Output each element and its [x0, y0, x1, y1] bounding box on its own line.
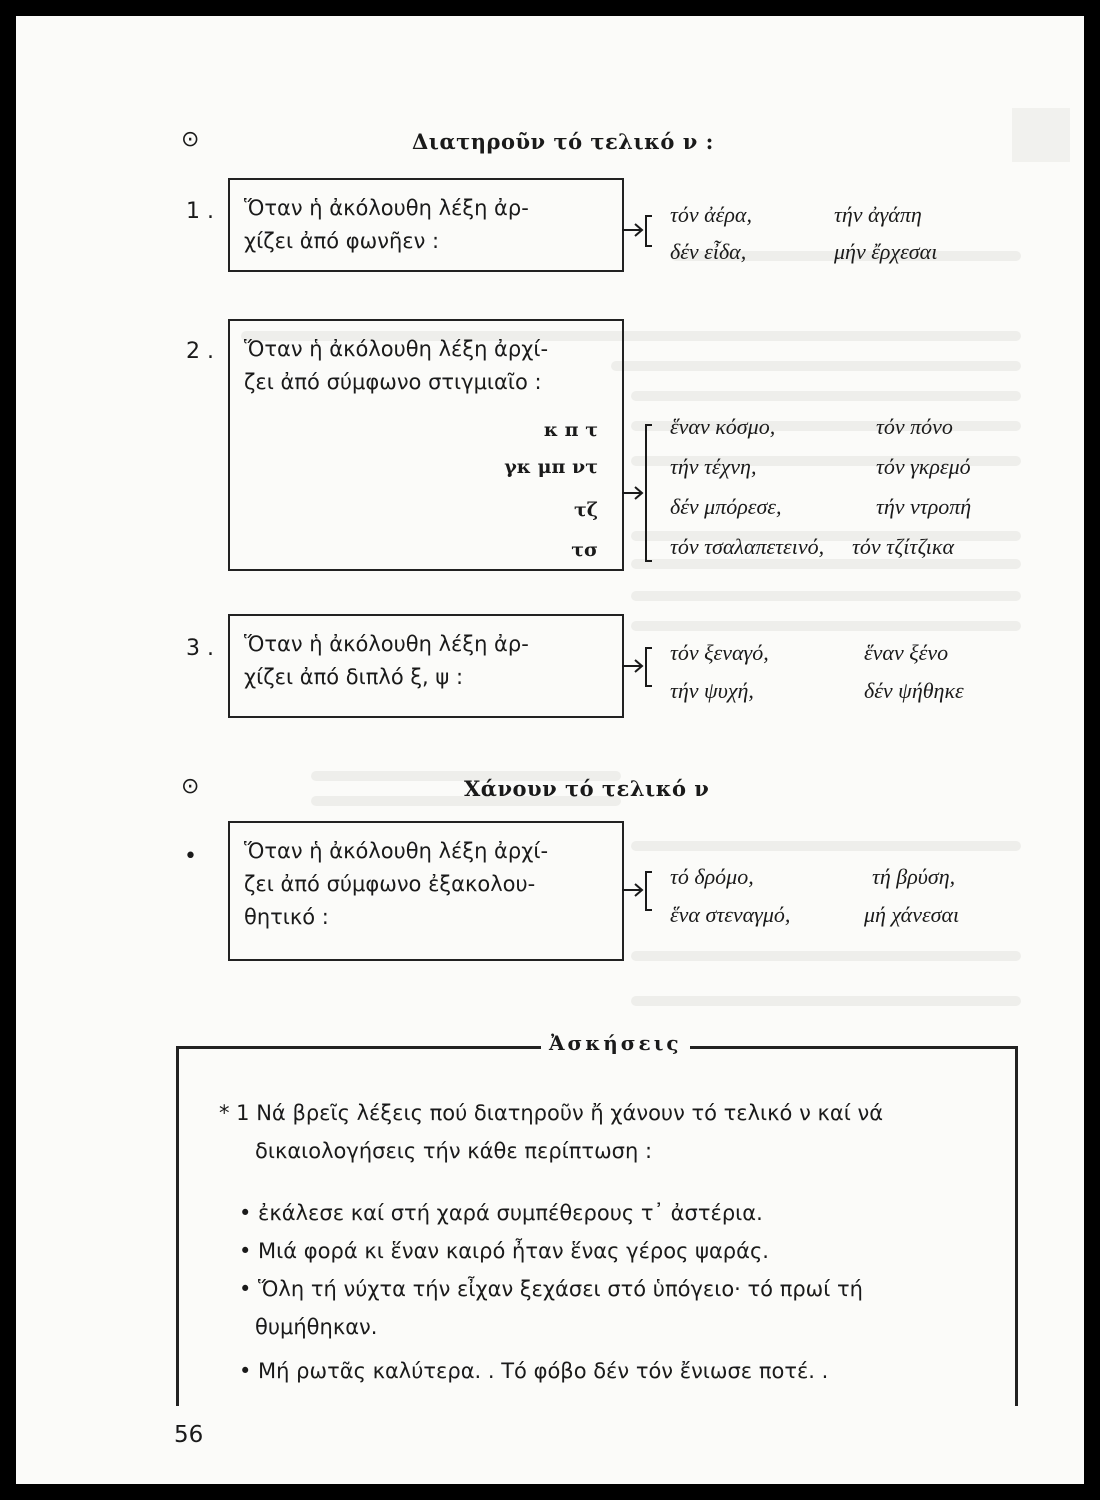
example-word: ἕναν κόσμο, — [670, 414, 776, 439]
rule-text: Ὅταν ἡ ἀκόλουθη λέξη ἀρ- — [244, 196, 529, 220]
section-symbol: ⊙ — [181, 774, 200, 799]
exercise-item: • Μιά φορά κι ἕναν καιρό ἦταν ἕνας γέρος ψαράς. — [239, 1239, 769, 1263]
bracket-arrow-icon — [620, 421, 660, 567]
rule-text: θητικό : — [244, 905, 329, 929]
consonant-group: τζ — [573, 499, 598, 521]
example-word: τόν ἀέρα, — [670, 202, 752, 227]
example-word: μήν ἔρχεσαι — [834, 239, 938, 264]
rule-text: Ὅταν ἡ ἀκόλουθη λέξη ἀρχί- — [244, 337, 549, 361]
rule-number: 3 . — [186, 636, 214, 661]
page-number: 56 — [174, 1422, 204, 1448]
exercise-item: • ἐκάλεσε καί στή χαρά συμπέθερους τ᾿ ἀστέρια. — [239, 1201, 763, 1225]
exercises-box — [176, 1031, 1018, 1406]
example-word: τόν τσαλαπετεινό, — [670, 534, 825, 559]
rule-text: Ὅταν ἡ ἀκόλουθη λέξη ἀρ- — [244, 632, 529, 656]
example-word: ἕναν ξένο — [864, 640, 949, 665]
example-word: τήν τέχνη, — [670, 454, 757, 479]
rule-text: ζει ἀπό σύμφωνο στιγμιαῖο : — [244, 370, 542, 394]
exercise-item: • Μή ρωτᾶς καλύτερα. . Τό φόβο δέν τόν ἔνιωσε ποτέ. . — [239, 1359, 829, 1383]
textbook-page — [16, 16, 1084, 1484]
example-word: τόν τζίτζικα — [852, 534, 955, 559]
example-word: μή χάνεσαι — [864, 902, 960, 927]
section-symbol: ⊙ — [181, 127, 200, 152]
bracket-arrow-icon — [620, 212, 660, 252]
example-word: ἕνα στεναγμό, — [670, 902, 791, 927]
rule-number: 1 . — [186, 199, 214, 224]
rule-box-2 — [228, 319, 624, 571]
exercise-task: * 1 Νά βρεῖς λέξεις πού διατηροῦν ἤ χάνουν τό τελικό ν καί νά — [219, 1101, 884, 1125]
example-word: τήν ἀγάπη — [834, 202, 922, 227]
exercise-item: • Ὅλη τή νύχτα τήν εἶχαν ξεχάσει στό ὑπόγειο· τό πρωί τή — [239, 1277, 863, 1301]
example-word: τό δρόμο, — [670, 864, 754, 889]
example-word: τόν πόνο — [876, 414, 953, 439]
example-word: δέν ψήθηκε — [864, 678, 964, 703]
section-title-drop-n: Χάνουν τό τελικό ν — [464, 776, 710, 801]
consonant-group: γκ μπ ντ — [504, 456, 598, 478]
exercises-title: Ἀσκήσεις — [541, 1031, 690, 1055]
rule-box-3 — [228, 614, 624, 718]
consonant-group: τσ — [571, 539, 598, 561]
example-word: τόν ξεναγό, — [670, 640, 769, 665]
rule-bullet: • — [184, 844, 197, 869]
section-title-keep-n: Διατηροῦν τό τελικό ν : — [412, 129, 714, 154]
rule-text: Ὅταν ἡ ἀκόλουθη λέξη ἀρχί- — [244, 839, 549, 863]
rule-box-4 — [228, 821, 624, 961]
rule-box-1 — [228, 178, 624, 272]
rule-text: ζει ἀπό σύμφωνο ἐξακολου- — [244, 872, 536, 896]
bracket-arrow-icon — [620, 868, 660, 914]
exercise-item: θυμήθηκαν. — [255, 1315, 378, 1339]
exercise-task: δικαιολογήσεις τήν κάθε περίπτωση : — [255, 1139, 653, 1163]
example-word: δέν εἶδα, — [670, 239, 747, 264]
consonant-group: κ π τ — [543, 419, 598, 441]
rule-text: χίζει ἀπό διπλό ξ, ψ : — [244, 665, 464, 689]
example-word: δέν μπόρεσε, — [670, 494, 782, 519]
rule-text: χίζει ἀπό φωνῆεν : — [244, 229, 440, 253]
example-word: τόν γκρεμό — [876, 454, 971, 479]
rule-number: 2 . — [186, 339, 214, 364]
example-word: τήν ψυχή, — [670, 678, 754, 703]
example-word: τήν ντροπή — [876, 494, 972, 519]
bracket-arrow-icon — [620, 644, 660, 690]
example-word: τή βρύση, — [872, 864, 956, 889]
